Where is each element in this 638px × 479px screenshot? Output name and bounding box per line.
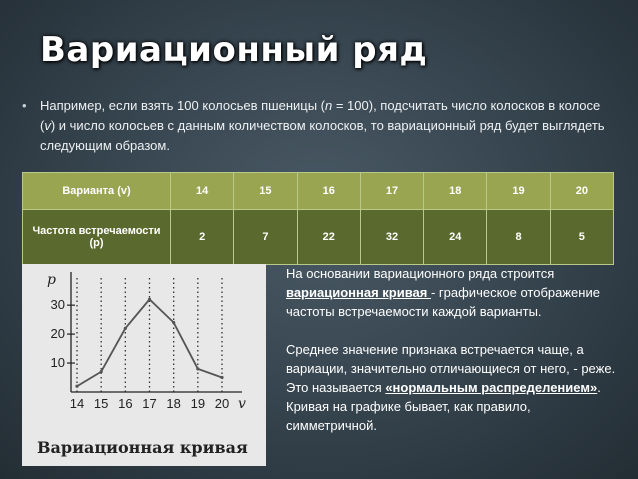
figure-caption: Вариационная кривая <box>37 438 248 457</box>
table-row-label: Частота встречаемости (p) <box>23 210 171 265</box>
data-point <box>124 327 127 330</box>
table-cell: 5 <box>550 210 613 265</box>
table-cell: 18 <box>424 173 487 210</box>
text-part: . Кривая на графике бывает, как правило, симметричной. <box>286 380 601 433</box>
table-cell: 7 <box>234 210 297 265</box>
table-cell: 22 <box>297 210 360 265</box>
x-axis-label: v <box>238 396 246 412</box>
x-tick-label: 14 <box>69 396 85 411</box>
data-point <box>220 376 223 379</box>
table-cell: 17 <box>360 173 423 210</box>
x-tick-label: 16 <box>118 396 133 411</box>
x-tick-label: 17 <box>142 396 157 411</box>
data-point <box>100 370 103 373</box>
data-point <box>75 385 78 388</box>
table-cell: 20 <box>550 173 613 210</box>
table-cell: 24 <box>424 210 487 265</box>
bullet-text <box>40 96 612 156</box>
data-point <box>196 367 199 370</box>
table-cell: 19 <box>487 173 550 210</box>
variation-table <box>22 172 614 265</box>
data-point <box>148 298 151 301</box>
data-point <box>172 321 175 324</box>
text-part: Среднее значение признака встречается чаще, а вариации, значительно отличающиеся от него, - реже. Это называется <box>286 342 616 395</box>
table-cell: 32 <box>360 210 423 265</box>
y-axis-label: p <box>47 272 56 288</box>
x-tick-label: 15 <box>93 396 109 411</box>
variation-curve-chart <box>22 264 266 434</box>
bullet-var-v: v <box>44 118 51 133</box>
variation-curve-figure <box>22 264 266 466</box>
table-row-variants <box>23 173 614 210</box>
y-tick-label: 30 <box>50 297 65 313</box>
text-part: На основании вариационного ряда строится <box>286 266 555 281</box>
bullet-text-part: Например, если взять 100 колосьев пшеницы ( <box>40 98 325 113</box>
term-normal-distribution: «нормальным распределением» <box>385 380 598 395</box>
y-tick-label: 20 <box>50 326 65 342</box>
slide-title: Вариационный ряд <box>40 30 428 70</box>
text-part: - графическое отображение частоты встречаемости каждой варианты. <box>286 285 600 319</box>
table-cell: 2 <box>171 210 234 265</box>
term-variation-curve: вариационная кривая <box>286 285 431 300</box>
x-tick-label: 20 <box>214 396 230 411</box>
paragraph-2 <box>286 340 622 435</box>
table-row-frequencies <box>23 210 614 265</box>
x-tick-label: 18 <box>166 396 181 411</box>
x-tick-label: 19 <box>190 396 206 411</box>
bullet-dot-icon: • <box>22 98 27 113</box>
bullet-text-part: = 100), подсчитать число колосков в колосе ( <box>40 98 601 133</box>
bullet-text-part: ) и число колосьев с данным количеством колосков, то вариационный ряд будет выглядеть следующим образом. <box>40 118 605 153</box>
table-cell: 14 <box>171 173 234 210</box>
bullet-var-n: n <box>325 98 333 113</box>
table-cell: 15 <box>234 173 297 210</box>
bullet-paragraph <box>22 96 612 156</box>
table-cell: 8 <box>487 210 550 265</box>
paragraph-1 <box>286 264 622 321</box>
y-tick-label: 10 <box>50 355 65 371</box>
table-row-label: Варианта (v) <box>23 173 171 210</box>
table-cell: 16 <box>297 173 360 210</box>
explanation-text <box>286 264 622 454</box>
